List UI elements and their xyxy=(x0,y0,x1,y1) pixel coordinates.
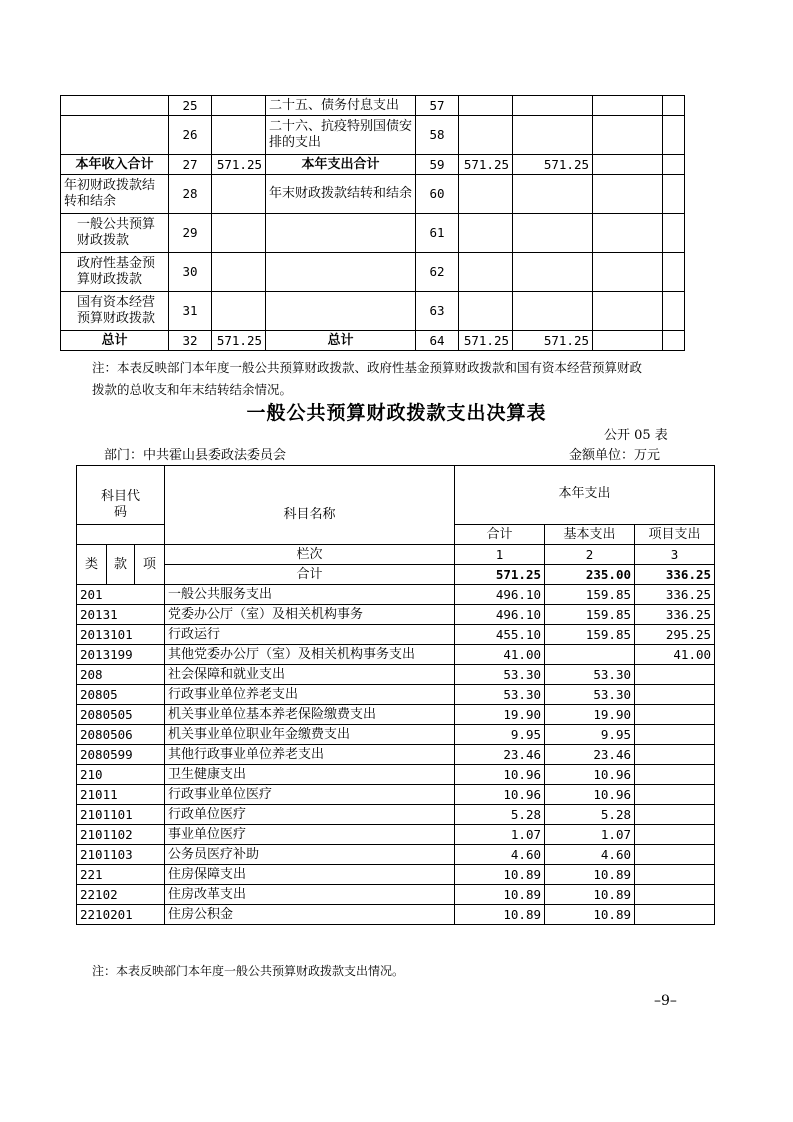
subject-name-cell: 卫生健康支出 xyxy=(165,765,455,785)
summary-cell-c7 xyxy=(513,96,593,116)
summary-cell-c8 xyxy=(593,116,663,155)
project-cell xyxy=(635,865,715,885)
summary-cell-c2: 30 xyxy=(169,253,212,292)
summary-cell-c5: 58 xyxy=(416,116,459,155)
summary-cell-c9 xyxy=(663,253,685,292)
table-row xyxy=(77,705,715,725)
basic-cell: 4.60 xyxy=(545,845,635,865)
total-cell: 496.10 xyxy=(455,585,545,605)
table-row xyxy=(77,905,715,925)
summary-cell-c5: 61 xyxy=(416,214,459,253)
summary-row xyxy=(61,116,685,155)
summary-cell-c6: 571.25 xyxy=(459,155,513,175)
this-year-header: 本年支出 xyxy=(455,486,715,525)
page-number: –9– xyxy=(654,993,677,1009)
total-cell: 41.00 xyxy=(455,645,545,665)
summary-cell-c8 xyxy=(593,96,663,116)
table-note-2: 注：本表反映部门本年度一般公共预算财政拨款支出情况。 xyxy=(92,964,405,978)
summary-cell-c3 xyxy=(212,116,266,155)
summary-cell-c1: 年初财政拨款结转和结余 xyxy=(61,175,169,214)
summary-cell-c9 xyxy=(663,214,685,253)
total-cell: 23.46 xyxy=(455,745,545,765)
summary-cell-c9 xyxy=(663,96,685,116)
project-cell xyxy=(635,745,715,765)
subject-name-cell: 行政单位医疗 xyxy=(165,805,455,825)
sum-project: 336.25 xyxy=(635,565,715,585)
summary-cell-c2: 29 xyxy=(169,214,212,253)
summary-cell-c6 xyxy=(459,292,513,331)
summary-cell-c7 xyxy=(513,253,593,292)
summary-cell-c7 xyxy=(513,175,593,214)
subject-code-header: 科目代码 xyxy=(77,486,165,525)
general-budget-expenditure-table xyxy=(76,465,715,925)
summary-cell-c2: 26 xyxy=(169,116,212,155)
col2-number: 2 xyxy=(545,545,635,565)
subject-name-cell: 住房改革支出 xyxy=(165,885,455,905)
basic-cell: 53.30 xyxy=(545,685,635,705)
summary-row xyxy=(61,155,685,175)
summary-cell-c1: 本年收入合计 xyxy=(61,155,169,175)
subject-name-cell: 行政事业单位医疗 xyxy=(165,785,455,805)
basic-cell: 23.46 xyxy=(545,745,635,765)
summary-cell-c3 xyxy=(212,253,266,292)
table-row xyxy=(77,885,715,905)
summary-cell-c9 xyxy=(663,155,685,175)
subject-code-cell: 2080505 xyxy=(77,705,165,725)
summary-cell-c2: 25 xyxy=(169,96,212,116)
subject-name-cell: 机关事业单位职业年金缴费支出 xyxy=(165,725,455,745)
basic-cell: 10.96 xyxy=(545,765,635,785)
basic-cell: 10.89 xyxy=(545,905,635,925)
summary-cell-c2: 31 xyxy=(169,292,212,331)
summary-cell-c1: 国有资本经营预算财政拨款 xyxy=(61,292,169,331)
basic-cell: 10.89 xyxy=(545,865,635,885)
total-cell: 9.95 xyxy=(455,725,545,745)
basic-cell: 19.90 xyxy=(545,705,635,725)
summary-cell-c7: 571.25 xyxy=(513,155,593,175)
table-row xyxy=(77,825,715,845)
subject-code-cell: 2080599 xyxy=(77,745,165,765)
col3-number: 3 xyxy=(635,545,715,565)
summary-row xyxy=(61,96,685,116)
summary-cell-c1: 政府性基金预算财政拨款 xyxy=(61,253,169,292)
table-row xyxy=(77,765,715,785)
subject-code-cell: 20131 xyxy=(77,605,165,625)
summary-row xyxy=(61,214,685,253)
summary-cell-c3 xyxy=(212,292,266,331)
xiang-header: 项 xyxy=(135,545,165,585)
note-line-1: 注：本表反映部门本年度一般公共预算财政拨款、政府性基金预算财政拨款和国有资本经营预算财政 xyxy=(92,360,643,375)
summary-cell-c6 xyxy=(459,253,513,292)
subject-name-cell: 其他党委办公厅（室）及相关机构事务支出 xyxy=(165,645,455,665)
total-cell: 53.30 xyxy=(455,665,545,685)
summary-row xyxy=(61,331,685,351)
header-row-3 xyxy=(77,545,715,565)
summary-cell-c8 xyxy=(593,253,663,292)
subject-code-cell: 2013199 xyxy=(77,645,165,665)
summary-cell-c5: 63 xyxy=(416,292,459,331)
subject-name-cell: 事业单位医疗 xyxy=(165,825,455,845)
total-cell: 10.89 xyxy=(455,885,545,905)
subject-name-header: 科目名称 xyxy=(165,486,455,545)
project-cell xyxy=(635,845,715,865)
summary-cell-c1 xyxy=(61,96,169,116)
project-cell xyxy=(635,765,715,785)
summary-cell-c4: 二十五、债务付息支出 xyxy=(266,96,416,116)
basic-cell: 10.96 xyxy=(545,785,635,805)
total-cell: 5.28 xyxy=(455,805,545,825)
sum-row xyxy=(77,565,715,585)
summary-cell-c5: 57 xyxy=(416,96,459,116)
summary-cell-c8 xyxy=(593,155,663,175)
note-line-2: 拨款的总收支和年末结转结余情况。 xyxy=(92,382,293,397)
sum-label: 合计 xyxy=(165,565,455,585)
project-cell: 295.25 xyxy=(635,625,715,645)
table-row xyxy=(77,785,715,805)
header-row-1 xyxy=(77,486,715,525)
table-row xyxy=(77,805,715,825)
summary-cell-c1: 总计 xyxy=(61,331,169,351)
section-title: 一般公共预算财政拨款支出决算表 xyxy=(246,402,547,424)
subject-name-cell: 行政事业单位养老支出 xyxy=(165,685,455,705)
basic-cell xyxy=(545,645,635,665)
summary-cell-c8 xyxy=(593,292,663,331)
project-cell xyxy=(635,665,715,685)
subject-code-cell: 21011 xyxy=(77,785,165,805)
project-cell xyxy=(635,685,715,705)
subject-code-cell: 210 xyxy=(77,765,165,785)
summary-cell-c4: 年末财政拨款结转和结余 xyxy=(266,175,416,214)
summary-cell-c8 xyxy=(593,175,663,214)
project-cell xyxy=(635,805,715,825)
summary-cell-c3: 571.25 xyxy=(212,155,266,175)
table-row xyxy=(77,685,715,705)
subject-code-cell: 2210201 xyxy=(77,905,165,925)
summary-cell-c9 xyxy=(663,292,685,331)
total-cell: 19.90 xyxy=(455,705,545,725)
summary-cell-c3 xyxy=(212,96,266,116)
total-header: 合计 xyxy=(455,525,545,545)
subject-code-cell: 201 xyxy=(77,585,165,605)
basic-cell: 1.07 xyxy=(545,825,635,845)
subject-code-cell: 22102 xyxy=(77,885,165,905)
summary-row xyxy=(61,175,685,214)
summary-cell-c6 xyxy=(459,175,513,214)
summary-cell-c5: 59 xyxy=(416,155,459,175)
summary-cell-c4 xyxy=(266,253,416,292)
summary-cell-c4: 二十六、抗疫特别国债安排的支出 xyxy=(266,116,416,155)
header-row-top xyxy=(77,466,715,486)
total-cell: 496.10 xyxy=(455,605,545,625)
subject-name-cell: 一般公共服务支出 xyxy=(165,585,455,605)
summary-cell-c5: 62 xyxy=(416,253,459,292)
summary-cell-c3 xyxy=(212,214,266,253)
basic-cell: 10.89 xyxy=(545,885,635,905)
total-cell: 53.30 xyxy=(455,685,545,705)
project-cell xyxy=(635,885,715,905)
table-note-1 xyxy=(92,357,692,401)
subject-name-cell: 社会保障和就业支出 xyxy=(165,665,455,685)
col1-number: 1 xyxy=(455,545,545,565)
project-cell: 336.25 xyxy=(635,585,715,605)
summary-cell-c9 xyxy=(663,116,685,155)
subject-name-cell: 行政运行 xyxy=(165,625,455,645)
total-cell: 455.10 xyxy=(455,625,545,645)
subject-name-cell: 党委办公厅（室）及相关机构事务 xyxy=(165,605,455,625)
lei-header: 类 xyxy=(77,545,107,585)
kuan-header: 款 xyxy=(107,545,135,585)
subject-code-cell: 221 xyxy=(77,865,165,885)
table-row xyxy=(77,725,715,745)
amount-unit-label: 金额单位：万元 xyxy=(569,448,661,463)
column-order-label: 栏次 xyxy=(165,545,455,565)
summary-cell-c3 xyxy=(212,175,266,214)
table-row xyxy=(77,745,715,765)
summary-cell-c5: 64 xyxy=(416,331,459,351)
summary-cell-c1 xyxy=(61,116,169,155)
total-cell: 4.60 xyxy=(455,845,545,865)
basic-cell: 9.95 xyxy=(545,725,635,745)
summary-cell-c3: 571.25 xyxy=(212,331,266,351)
income-expense-summary-table xyxy=(60,95,685,351)
project-cell xyxy=(635,785,715,805)
summary-cell-c7 xyxy=(513,214,593,253)
summary-cell-c5: 60 xyxy=(416,175,459,214)
summary-cell-c8 xyxy=(593,331,663,351)
table-row xyxy=(77,665,715,685)
table-row xyxy=(77,865,715,885)
summary-cell-c6: 571.25 xyxy=(459,331,513,351)
summary-cell-c7: 571.25 xyxy=(513,331,593,351)
subject-code-cell: 2013101 xyxy=(77,625,165,645)
subject-name-cell: 其他行政事业单位养老支出 xyxy=(165,745,455,765)
subject-name-cell: 住房公积金 xyxy=(165,905,455,925)
sum-basic: 235.00 xyxy=(545,565,635,585)
summary-cell-c6 xyxy=(459,214,513,253)
table-row xyxy=(77,625,715,645)
summary-cell-c9 xyxy=(663,331,685,351)
subject-name-cell: 机关事业单位基本养老保险缴费支出 xyxy=(165,705,455,725)
department-label: 部门：中共霍山县委政法委员会 xyxy=(104,448,287,463)
basic-cell: 159.85 xyxy=(545,625,635,645)
summary-row xyxy=(61,292,685,331)
subject-name-cell: 公务员医疗补助 xyxy=(165,845,455,865)
basic-cell: 53.30 xyxy=(545,665,635,685)
project-cell: 41.00 xyxy=(635,645,715,665)
summary-cell-c8 xyxy=(593,214,663,253)
project-cell xyxy=(635,905,715,925)
summary-cell-c7 xyxy=(513,292,593,331)
subject-name-cell: 住房保障支出 xyxy=(165,865,455,885)
sum-total: 571.25 xyxy=(455,565,545,585)
table-row xyxy=(77,605,715,625)
summary-cell-c4 xyxy=(266,292,416,331)
basic-cell: 159.85 xyxy=(545,585,635,605)
subject-code-cell: 2080506 xyxy=(77,725,165,745)
summary-cell-c4: 本年支出合计 xyxy=(266,155,416,175)
total-cell: 1.07 xyxy=(455,825,545,845)
basic-cell: 159.85 xyxy=(545,605,635,625)
table-row xyxy=(77,585,715,605)
summary-cell-c6 xyxy=(459,96,513,116)
total-cell: 10.96 xyxy=(455,765,545,785)
project-cell xyxy=(635,725,715,745)
summary-cell-c4 xyxy=(266,214,416,253)
summary-cell-c2: 27 xyxy=(169,155,212,175)
total-cell: 10.96 xyxy=(455,785,545,805)
summary-cell-c7 xyxy=(513,116,593,155)
basic-cell: 5.28 xyxy=(545,805,635,825)
total-cell: 10.89 xyxy=(455,865,545,885)
summary-cell-c9 xyxy=(663,175,685,214)
project-header: 项目支出 xyxy=(635,525,715,545)
subject-code-cell: 20805 xyxy=(77,685,165,705)
summary-cell-c2: 28 xyxy=(169,175,212,214)
subject-code-cell: 2101102 xyxy=(77,825,165,845)
summary-cell-c2: 32 xyxy=(169,331,212,351)
summary-cell-c4: 总计 xyxy=(266,331,416,351)
project-cell xyxy=(635,705,715,725)
summary-cell-c1: 一般公共预算财政拨款 xyxy=(61,214,169,253)
project-cell xyxy=(635,825,715,845)
subject-code-cell: 2101103 xyxy=(77,845,165,865)
summary-cell-c6 xyxy=(459,116,513,155)
basic-header: 基本支出 xyxy=(545,525,635,545)
table-row xyxy=(77,845,715,865)
form-number: 公开 05 表 xyxy=(604,428,668,443)
summary-row xyxy=(61,253,685,292)
subject-code-cell: 208 xyxy=(77,665,165,685)
table-row xyxy=(77,645,715,665)
subject-code-cell: 2101101 xyxy=(77,805,165,825)
total-cell: 10.89 xyxy=(455,905,545,925)
project-cell: 336.25 xyxy=(635,605,715,625)
